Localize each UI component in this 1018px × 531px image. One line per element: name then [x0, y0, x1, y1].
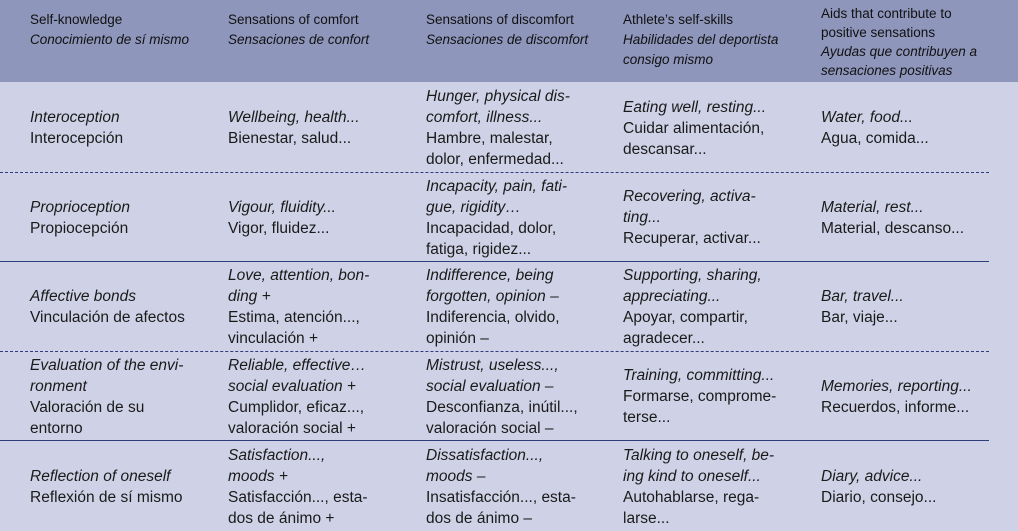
table-cell: [821, 174, 1011, 261]
cell-content: [426, 265, 560, 349]
cell-text: Recuerdos, informe...: [821, 398, 970, 416]
cell-text: Self-knowledge: [30, 12, 123, 27]
cell-text: Evaluation of the envi- ronment: [30, 356, 184, 395]
cell-text: Diario, consejo...: [821, 488, 937, 506]
cell-text: Training, committing...: [623, 367, 775, 384]
cell-content: [228, 265, 369, 349]
row-divider: [0, 440, 989, 441]
cell-text: Cumplidor, eficaz..., valoración social +: [228, 398, 365, 437]
cell-content: [30, 355, 183, 439]
cell-text: Habilidades del deportista consigo mismo: [623, 32, 779, 67]
cell-text: Valoración de su entorno: [30, 398, 145, 437]
table-cell: [228, 84, 418, 172]
cell-text: Bar, travel...: [821, 288, 904, 305]
table-cell: [623, 353, 813, 440]
cell-text: Athlete’s self-skills: [623, 12, 734, 27]
cell-content: [30, 197, 130, 239]
cell-content: [623, 445, 774, 529]
table-row-interoception: [0, 84, 1018, 172]
cell-content: [623, 186, 761, 249]
cell-content: [821, 197, 964, 239]
cell-text: Mistrust, useless..., social evaluation –: [426, 356, 559, 395]
table-cell: [30, 174, 220, 261]
cell-text: Bar, viaje...: [821, 309, 898, 326]
cell-text: Incapacidad, dolor, fatiga, rigidez...: [426, 219, 557, 258]
cell-text: Affective bonds: [30, 288, 136, 305]
cell-text: Sensaciones de confort: [228, 32, 370, 47]
table-cell: [623, 263, 813, 351]
cell-text: Dissatisfaction..., moods –: [426, 446, 544, 485]
table-cell: [228, 353, 418, 440]
table-cell: [30, 263, 220, 351]
cell-text: Supporting, sharing, appreciating...: [623, 267, 762, 305]
cell-content: [30, 107, 123, 149]
cell-content: [426, 355, 578, 439]
table-cell: [228, 174, 418, 261]
table-cell: [30, 353, 220, 440]
table-cell: [30, 84, 220, 172]
cell-content: [228, 107, 360, 149]
cell-text: Water, food...: [821, 109, 913, 126]
cell-text: Bienestar, salud...: [228, 130, 352, 147]
cell-text: Interoception: [30, 109, 120, 126]
table-cell: [623, 442, 813, 531]
cell-text: Insatisfacción..., esta- dos de ánimo –: [426, 488, 576, 527]
cell-content: [821, 107, 929, 149]
cell-text: Conocimiento de sí mismo: [30, 32, 190, 47]
cell-text: Reflexión de sí mismo: [30, 488, 183, 506]
table-cell: [623, 84, 813, 172]
table-cell: [426, 263, 616, 351]
cell-text: Hunger, physical dis- comfort, illness...: [426, 88, 570, 126]
cell-text: Sensaciones de discomfort: [426, 32, 589, 47]
header-cell-self-skills: [623, 10, 813, 70]
cell-text: Estima, atención..., vinculación +: [228, 309, 360, 347]
cell-text: Talking to oneself, be- ing kind to oneself...: [623, 446, 775, 485]
cell-content: [426, 86, 570, 170]
table-cell: [623, 174, 813, 261]
cell-text: Formarse, comprome- terse...: [623, 388, 777, 426]
cell-text: Eating well, resting...: [623, 98, 767, 116]
cell-text: Reflection of oneself: [30, 467, 171, 485]
cell-text: Propiocepción: [30, 219, 129, 237]
cell-text: Incapacity, pain, fati- gue, rigidity…: [426, 177, 568, 216]
cell-text: Indiferencia, olvido, opinión –: [426, 309, 560, 347]
cell-content: [30, 466, 182, 508]
table-cell: [228, 442, 418, 531]
cell-text: Vinculación de afectos: [30, 309, 185, 326]
cell-text: Interocepción: [30, 130, 124, 147]
table-cell: [426, 84, 616, 172]
cell-text: Satisfaction..., moods +: [228, 446, 326, 485]
table-cell: [426, 174, 616, 261]
cell-text: Desconfianza, inútil..., valoración social –: [426, 398, 578, 437]
table-cell: [228, 263, 418, 351]
cell-text: Indifference, being forgotten, opinion –: [426, 267, 559, 305]
cell-content: [623, 265, 762, 349]
cell-content: [426, 445, 576, 529]
cell-text: Vigour, fluidity...: [228, 198, 336, 216]
cell-text: Sensations of comfort: [228, 12, 359, 27]
cell-text: Memories, reporting...: [821, 377, 972, 395]
cell-text: Love, attention, bon- ding +: [228, 267, 370, 305]
table-row-affective-bonds: [0, 263, 1018, 351]
cell-content: [426, 176, 567, 260]
table-cell: [426, 442, 616, 531]
cell-text: Aids that contribute to positive sensations: [821, 6, 952, 40]
table-cell: [30, 442, 220, 531]
row-divider: [0, 172, 989, 173]
table-row-reflection: [0, 442, 1018, 531]
cell-content: [228, 355, 366, 439]
cell-text: Material, rest...: [821, 198, 924, 216]
cell-text: Material, descanso...: [821, 219, 965, 237]
cell-content: [623, 365, 776, 428]
cell-text: Sensations of discomfort: [426, 12, 574, 27]
row-divider: [0, 261, 989, 262]
cell-content: [821, 286, 904, 328]
cell-content: [821, 466, 936, 508]
cell-text: Recuperar, activar...: [623, 230, 761, 247]
row-divider: [0, 351, 989, 352]
cell-content: [623, 97, 766, 160]
cell-text: Cuidar alimentación, descansar...: [623, 119, 765, 158]
cell-text: Diary, advice...: [821, 467, 923, 485]
cell-text: Hambre, malestar, dolor, enfermedad...: [426, 130, 564, 168]
cell-text: Apoyar, compartir, agradecer...: [623, 309, 748, 347]
cell-text: Wellbeing, health...: [228, 109, 360, 126]
header-cell-comfort: [228, 10, 418, 50]
table-row-proprioception: [0, 174, 1018, 261]
cell-text: Recovering, activa- ting...: [623, 188, 756, 226]
table-cell: [821, 263, 1011, 351]
cell-text: Satisfacción..., esta- dos de ánimo +: [228, 488, 368, 527]
table-cell: [821, 442, 1011, 531]
cell-text: Ayudas que contribuyen a sensaciones positivas: [821, 44, 977, 78]
header-cell-aids: [821, 4, 1011, 80]
header-cell-self-knowledge: [30, 10, 220, 50]
cell-content: [228, 197, 336, 239]
table-cell: [821, 84, 1011, 172]
cell-text: Vigor, fluidez...: [228, 219, 330, 237]
cell-content: [228, 445, 368, 529]
table-header: [0, 0, 1018, 82]
cell-text: Autohablarse, rega- larse...: [623, 488, 760, 527]
cell-content: [821, 376, 972, 418]
cell-text: Reliable, effective… social evaluation +: [228, 356, 366, 395]
cell-text: Proprioception: [30, 198, 130, 216]
table-row-evaluation: [0, 353, 1018, 440]
cell-text: Agua, comida...: [821, 130, 929, 147]
cell-content: [30, 286, 185, 328]
header-cell-discomfort: [426, 10, 616, 50]
table-cell: [426, 353, 616, 440]
table-cell: [821, 353, 1011, 440]
